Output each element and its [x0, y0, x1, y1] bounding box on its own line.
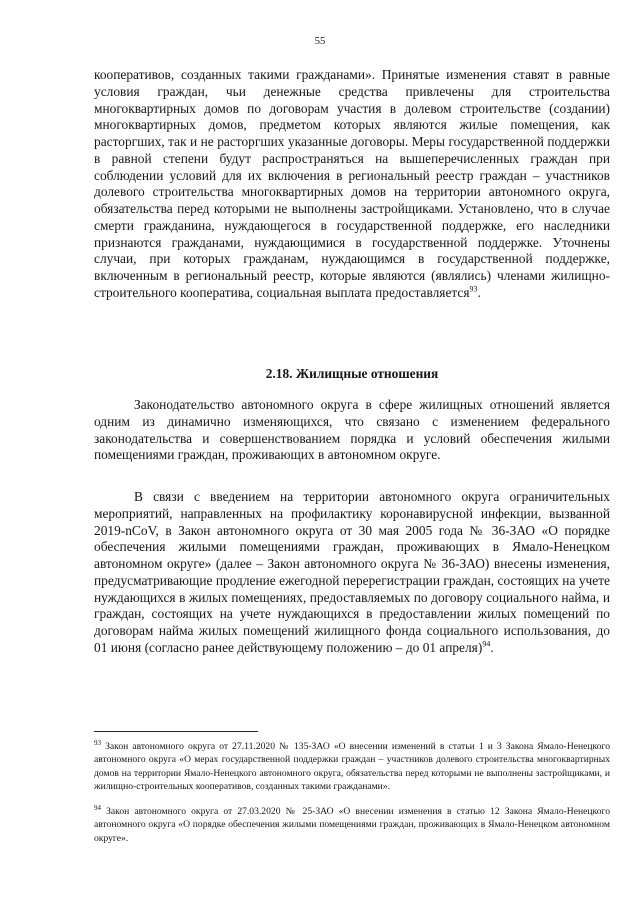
footnote-number: 94: [94, 803, 101, 812]
footnote-text: Закон автономного округа от 27.03.2020 № 25-ЗАО «О внесении изменения в статью 12 Закона Ямало-Ненецкого автономного округа «О порядке обеспечения жилыми помещениями граждан, проживающих в Ямало-Ненецком автономном округе».: [94, 806, 610, 844]
footnote-94: [94, 805, 610, 845]
footnote-ref-93[interactable]: 93: [469, 284, 478, 294]
footnote-separator: [94, 731, 258, 732]
paragraph-3-text: В связи с введением на территории автономного округа ограничительных мероприятий, направленных на профилактику коронавирусной инфекции, вызванной 2019-nCoV, в Закон автономного округа от 30 мая 2005 года № 36-ЗАО «О порядке обеспечения жилыми помещениями граждан, проживающих в Ямало-Ненецком автономном округе» (далее – Закон автономного округа № 36-ЗАО) внесены изменения, предусматривающие продление ежегодной перерегистрации граждан, состоящих на учете нуждающихся в жилых помещениях, предоставляемых по договору социального найма, и граждан, состоящих на учете нуждающихся в предоставлении жилых помещений по договорам найма жилых помещений жилищного фонда социального использования, до 01 июня (согласно ранее действующему положению – до 01 апреля): [94, 489, 610, 655]
paragraph-2: [94, 397, 610, 464]
paragraph-3: В связи с введением на территории автономного округа ограничительных мероприятий, направленных на профилактику коронавирусной инфекции, вызванной 2019-nCoV, в Закон автономного округа от 30 мая 2005 года № 36-ЗАО «О порядке обеспечения жилыми помещениями граждан, проживающих в Ямало-Ненецком автономном округе» (далее – Закон автономного округа № 36-ЗАО) внесены изменения, предусматривающие продление ежегодной перерегистрации граждан, состоящих на учете нуждающихся в жилых помещениях, предоставляемых по договору социального найма, и граждан, состоящих на учете нуждающихся в предоставлении жилых помещений по договорам найма жилых помещений жилищного фонда социального использования, до 01 июня (согласно ранее действующему положению – до 01 апреля)$^{94}$.: [94, 489, 610, 655]
paragraph-1-text: кооперативов, созданных такими гражданами». Принятые изменения ставят в равные условия граждан, чьи денежные средства привлечены для строительства многоквартирных домов по договорам участия в долевом строительстве (создании) многоквартирных домов, предметом которых являются жилые помещения, как расторгших, так и не расторгших указанные договоры. Меры государственной поддержки в равной степени будут распространяться на вышеперечисленных граждан при соблюдении условий для их включения в региональный реестр граждан – участников долевого строительства многоквартирных домов на территории автономного округа, обязательства перед которыми не выполнены застройщиками. Установлено, что в случае смерти гражданина, нуждающегося в государственной поддержке, его наследники признаются гражданами, нуждающимися в государственной поддержке. Уточнены случаи, при которых гражданам, нуждающимся в государственной поддержке, включенным в региональный реестр, которые являются (являлись) членами жилищно-строительного кооператива, социальная выплата предоставляется: [94, 67, 610, 300]
paragraph-1: кооперативов, созданных такими гражданами». Принятые изменения ставят в равные условия граждан, чьи денежные средства привлечены для строительства многоквартирных домов по договорам участия в долевом строительстве (создании) многоквартирных домов, предметом которых являются жилые помещения, как расторгших, так и не расторгших указанные договоры. Меры государственной поддержки в равной степени будут распространяться на вышеперечисленных граждан при соблюдении условий для их включения в региональный реестр граждан – участников долевого строительства многоквартирных домов на территории автономного округа, обязательства перед которыми не выполнены застройщиками. Установлено, что в случае смерти гражданина, нуждающегося в государственной поддержке, его наследники признаются гражданами, нуждающимися в государственной поддержке. Уточнены случаи, при которых гражданам, нуждающимся в государственной поддержке, включенным в региональный реестр, которые являются (являлись) членами жилищно-строительного кооператива, социальная выплата предоставляется$^{93}$.: [94, 67, 610, 300]
paragraph-2-text: Законодательство автономного округа в сфере жилищных отношений является одним из динамично изменяющихся, что связано с изменением федерального законодательства и совершенствованием порядка и условий обеспечения жилыми помещениями граждан, проживающих в автономном округе.: [94, 397, 610, 463]
section-heading: 2.18. Жилищные отношения: [265, 366, 439, 381]
footnote-ref-94[interactable]: 94: [482, 639, 491, 649]
footnote-number: 93: [94, 738, 101, 747]
footnote-text: Закон автономного округа от 27.11.2020 № 135-ЗАО «О внесении изменений в статьи 1 и 3 Закона Ямало-Ненецкого автономного округа «О мерах государственной поддержки граждан – участников долевого строительства многоквартирных домов на территории Ямало-Ненецкого автономного округа, обязательства перед которыми не выполнены застройщиками, и жилищно-строительных кооперативов, созданных такими гражданами».: [94, 741, 610, 793]
footnote-93: [94, 740, 610, 794]
page-number: 55: [314, 36, 326, 47]
